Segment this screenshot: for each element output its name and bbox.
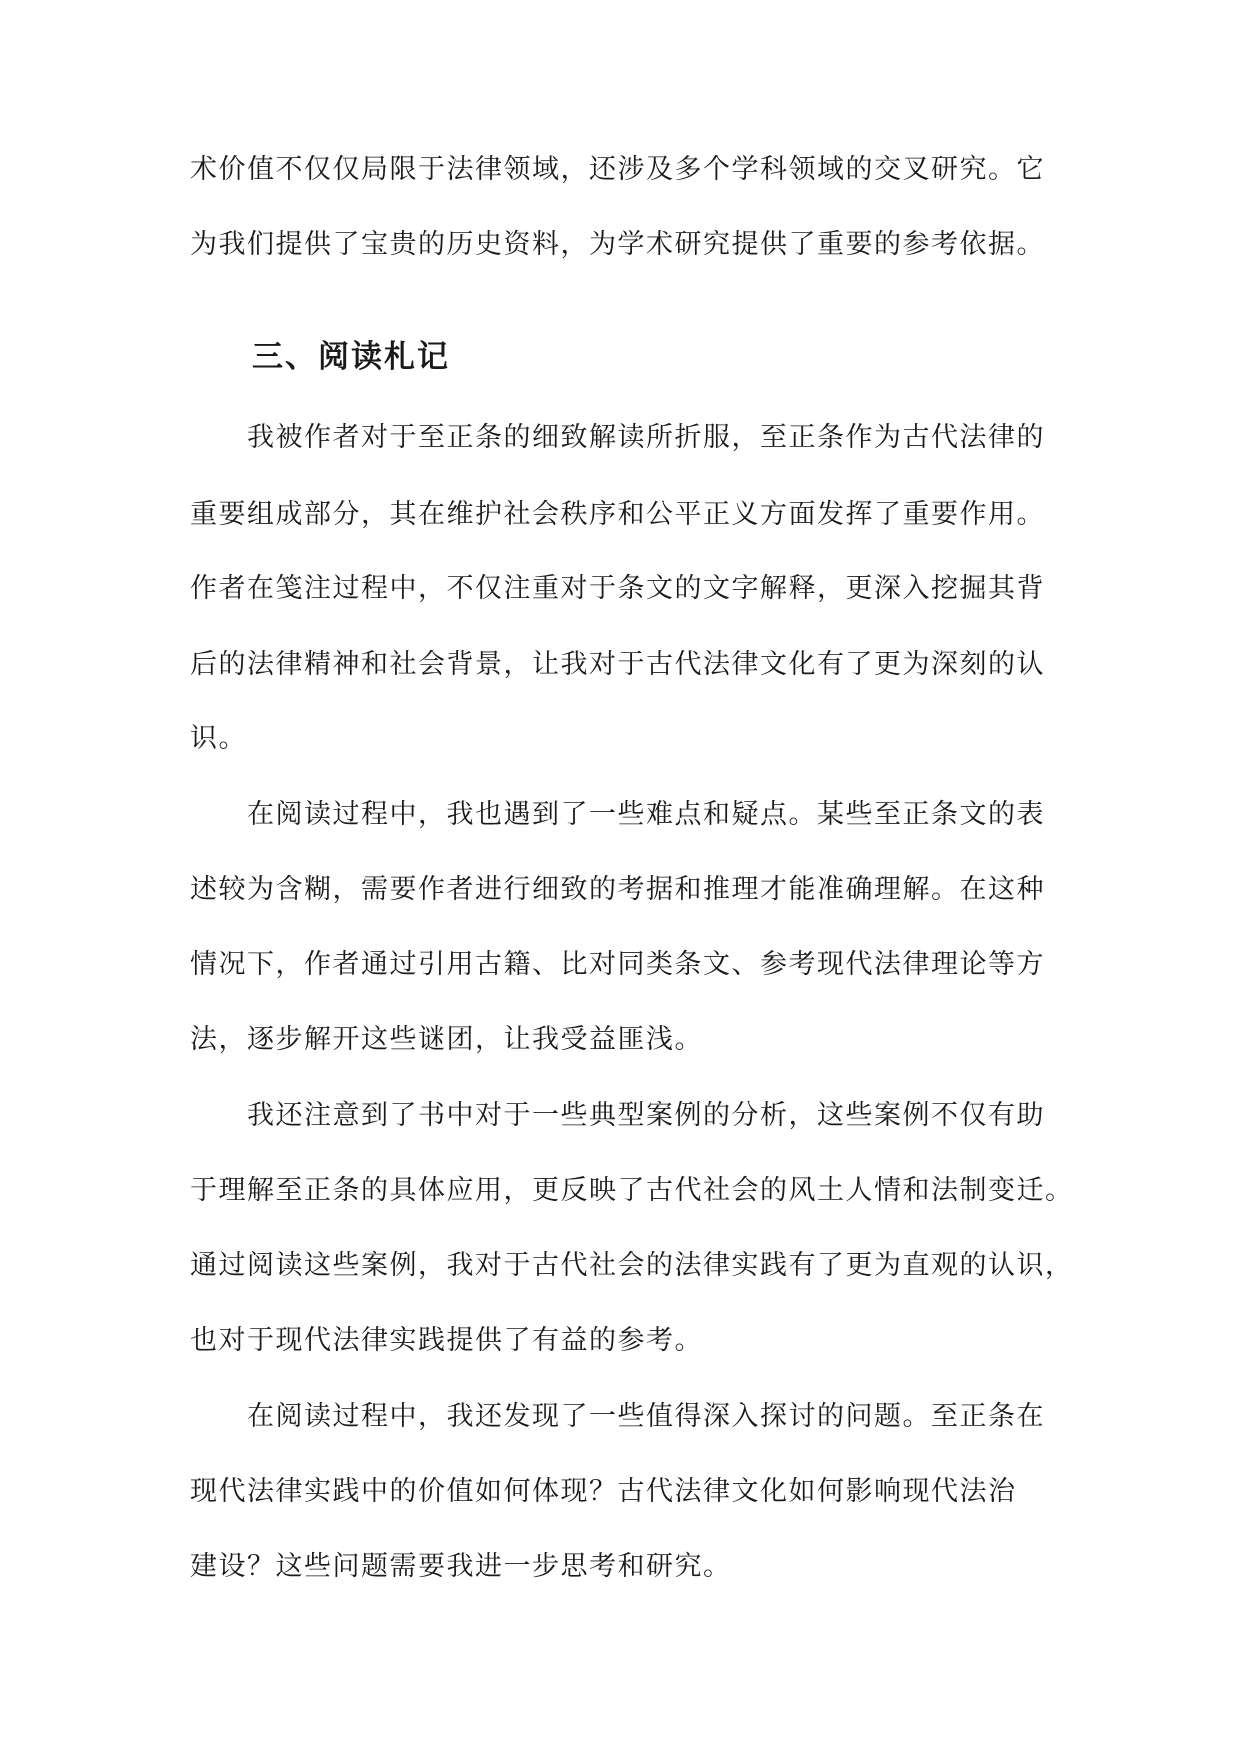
- paragraph-2-line: 法，逐步解开这些谜团，让我受益匪浅。: [190, 1024, 703, 1055]
- section-heading: 三、阅读札记: [252, 339, 450, 375]
- paragraph-1-line: 作者在笺注过程中，不仅注重对于条文的文字解释，更深入挖掘其背: [190, 573, 1045, 604]
- paragraph-3-line: 我还注意到了书中对于一些典型案例的分析，这些案例不仅有助: [247, 1100, 1045, 1131]
- paragraph-3-line: 也对于现代法律实践提供了有益的参考。: [190, 1325, 703, 1356]
- continuation-line: 为我们提供了宝贵的历史资料，为学术研究提供了重要的参考依据。: [190, 229, 1045, 260]
- paragraph-4-line: 现代法律实践中的价值如何体现？古代法律文化如何影响现代法治: [190, 1476, 1017, 1507]
- paragraph-1-line: 识。: [190, 723, 247, 754]
- paragraph-1-line: 重要组成部分，其在维护社会秩序和公平正义方面发挥了重要作用。: [190, 499, 1045, 530]
- paragraph-4-line: 在阅读过程中，我还发现了一些值得深入探讨的问题。至正条在: [247, 1401, 1045, 1432]
- paragraph-2-line: 述较为含糊，需要作者进行细致的考据和推理才能准确理解。在这种: [190, 874, 1045, 905]
- paragraph-2-line: 在阅读过程中，我也遇到了一些难点和疑点。某些至正条文的表: [247, 799, 1045, 830]
- paragraph-3-line: 通过阅读这些案例，我对于古代社会的法律实践有了更为直观的认识，: [190, 1250, 1074, 1281]
- paragraph-1-line: 我被作者对于至正条的细致解读所折服，至正条作为古代法律的: [247, 422, 1045, 453]
- paragraph-3-line: 于理解至正条的具体应用，更反映了古代社会的风土人情和法制变迁。: [190, 1175, 1074, 1206]
- paragraph-1-line: 后的法律精神和社会背景，让我对于古代法律文化有了更为深刻的认: [190, 649, 1045, 680]
- continuation-line: 术价值不仅仅局限于法律领域，还涉及多个学科领域的交叉研究。它: [190, 154, 1045, 185]
- paragraph-4-line: 建设？这些问题需要我进一步思考和研究。: [190, 1551, 732, 1582]
- paragraph-2-line: 情况下，作者通过引用古籍、比对同类条文、参考现代法律理论等方: [190, 949, 1045, 980]
